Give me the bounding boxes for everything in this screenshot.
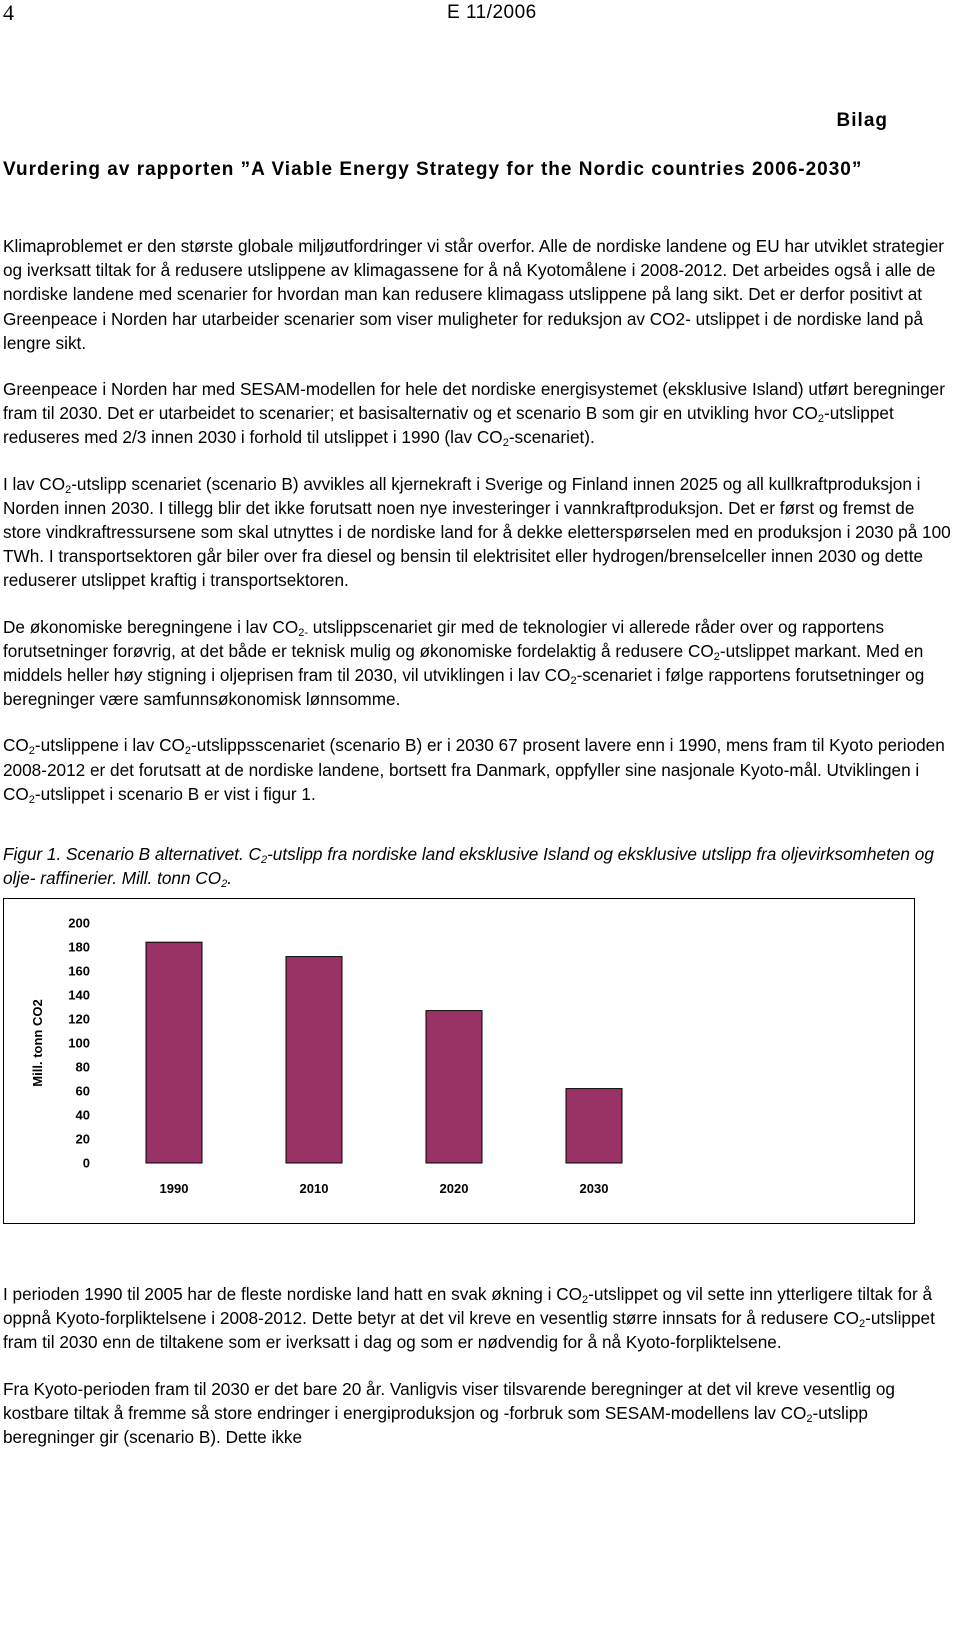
figure-1-chart — [3, 898, 915, 1224]
paragraph-3: I lav $CO_2$-utslipp scenariet (scenario B) avvikles all kjernekraft i Sverige og Finland innen 2025 og all kullkraftproduksjon i Norden innen 2030. I tillegg blir det ikke forutsatt noen nye investeringer i vannkraftproduksjon. Det er først og fremst de store vindkraftressursene som skal utnyttes i de nordiske land for å dekke eletterspørselen med en produksjon i 2030 på 100 TWh. I transportsektoren går biler over fra diesel og bensin til elektrisitet eller hydrogen/brenselceller innen 2030 og dette reduserer utslippet kraftig i transportsektoren. — [3, 473, 951, 591]
y-tick-label: 40 — [75, 1107, 90, 1123]
figure-caption: Figur 1. Scenario B alternativet. $C_2$-utslipp fra nordiske land eksklusive Island og eksklusive utslipp fra oljevirksomheten og olje- raffinerier. Mill. tonn $CO_2$. — [3, 844, 934, 891]
x-tick-label: 2030 — [579, 1181, 609, 1197]
subscript: 2 — [221, 878, 228, 891]
subscript: 2 — [582, 1294, 589, 1307]
y-tick-label: 0 — [82, 1155, 90, 1171]
paragraph-2: Greenpeace i Norden har med SESAM-modellen for hele det nordiske energisystemet (eksklusive Island) utført beregninger fram til 2030. Det er utarbeidet to scenarier; et basisalternativ og et scenario B som gir en utvikling hvor $CO_2$-utslippet reduseres med 2/3 innen 2030 i forhold til utslippet i 1990 (lav $CO_2-scenariet$). — [3, 379, 945, 450]
subscript: 2 — [817, 413, 825, 426]
page-number: 4 — [3, 0, 14, 25]
y-tick-label: 60 — [75, 1083, 90, 1099]
subscript: 2 — [260, 854, 268, 867]
subscript: 2- — [298, 626, 308, 639]
subscript: 2 — [806, 1412, 813, 1425]
bar — [286, 957, 342, 1163]
subscript: 2 — [28, 745, 35, 758]
y-tick-label: 180 — [68, 939, 90, 955]
paragraph-7: Fra Kyoto-perioden fram til 2030 er det bare 20 år. Vanligvis viser tilsvarende beregninger at det vil kreve vesentlig og kostbare tiltak å fremme så store endringer i energiproduksjon og -forbruk som SESAM-modellens lav $CO_2$-utslipp beregninger gir (scenario B). Dette ikke — [3, 1378, 895, 1448]
subscript: 2 — [570, 675, 577, 688]
y-tick-label: 80 — [75, 1059, 90, 1075]
y-tick-label: 120 — [68, 1011, 90, 1027]
subscript: 2 — [502, 437, 509, 450]
y-tick-label: 200 — [68, 915, 90, 931]
y-tick-label: 100 — [68, 1035, 90, 1051]
y-axis-label: Mill. tonn CO2 — [30, 999, 45, 1087]
paragraph-4: De økonomiske beregningene i lav $CO_{2-}$ utslippscenariet gir med de teknologier vi allerede råder over og rapportens forutsetninger forøvrig, at det både er teknisk mulig og økonomiske fordelaktig å redusere $CO_2$-utslippet markant. Med en middels heller høy stigning i oljeprisen fram til 2030, vil utviklingen i lav $CO_2$-scenariet i følge rapportens forutsetninger og beregninger være samfunnsøkonomisk lønnsomme. — [3, 616, 925, 710]
document-title: Vurdering av rapporten ”A Viable Energy Strategy for the Nordic countries 2006-2030” — [3, 159, 863, 180]
bar — [146, 942, 202, 1163]
subscript: 2 — [184, 745, 192, 758]
x-tick-label: 2020 — [439, 1181, 469, 1197]
annex-label: Bilag — [836, 110, 888, 131]
x-tick-label: 1990 — [159, 1181, 189, 1197]
y-tick-label: 140 — [68, 987, 90, 1003]
subscript: 2 — [859, 1318, 866, 1331]
bar — [566, 1089, 622, 1163]
body-text — [3, 234, 955, 1471]
subscript: 2 — [28, 793, 35, 806]
y-tick-label: 20 — [75, 1131, 90, 1147]
page-header — [0, 0, 960, 30]
paragraph-1: Klimaproblemet er den største globale miljøutfordringer vi står overfor. Alle de nordiske landene og EU har utviklet strategier og iverksatt tiltak for å redusere utslippene av klimagassene for å nå Kyotomålene i 2008-2012. Det arbeides også i alle de nordiske landene med scenarier for hvordan man kan redusere klimagass utslippene på lang sikt. Det er derfor positivt at Greenpeace i Norden har utarbeider scenarier som viser muligheter for reduksjon av CO2- utslippet i de nordiske land på lengre sikt. — [3, 236, 944, 353]
y-tick-label: 160 — [68, 963, 90, 979]
document-reference: E 11/2006 — [447, 2, 537, 23]
bar — [426, 1011, 482, 1163]
x-tick-label: 2010 — [299, 1181, 329, 1197]
subscript: 2 — [65, 483, 72, 496]
paragraph-6: I perioden 1990 til 2005 har de fleste nordiske land hatt en svak økning i $CO_2$-utslippet og vil sette inn ytterligere tiltak for å oppnå Kyoto-forpliktelsene i 2008-2012. Dette betyr at det vil kreve en vesentlig større innsats for å redusere $CO_2$-utslippet fram til 2030 enn de tiltakene som er iverksatt i dag og som er nødvendig for å nå Kyoto-forpliktelsene. — [3, 1284, 935, 1353]
paragraph-5: $CO_2$-utslippene i lav $CO_2$-utslippsscenariet (scenario B) er i 2030 67 prosent lavere enn i 1990, mens fram til Kyoto perioden 2008-2012 er det forutsatt at de nordiske landene, bortsett fra Danmark, oppfyller sine nasjonale Kyoto-mål. Utviklingen i $CO_2$-utslippet i scenario B er vist i figur 1. — [3, 735, 945, 806]
bar-chart — [4, 899, 914, 1223]
subscript: 2 — [713, 650, 720, 663]
